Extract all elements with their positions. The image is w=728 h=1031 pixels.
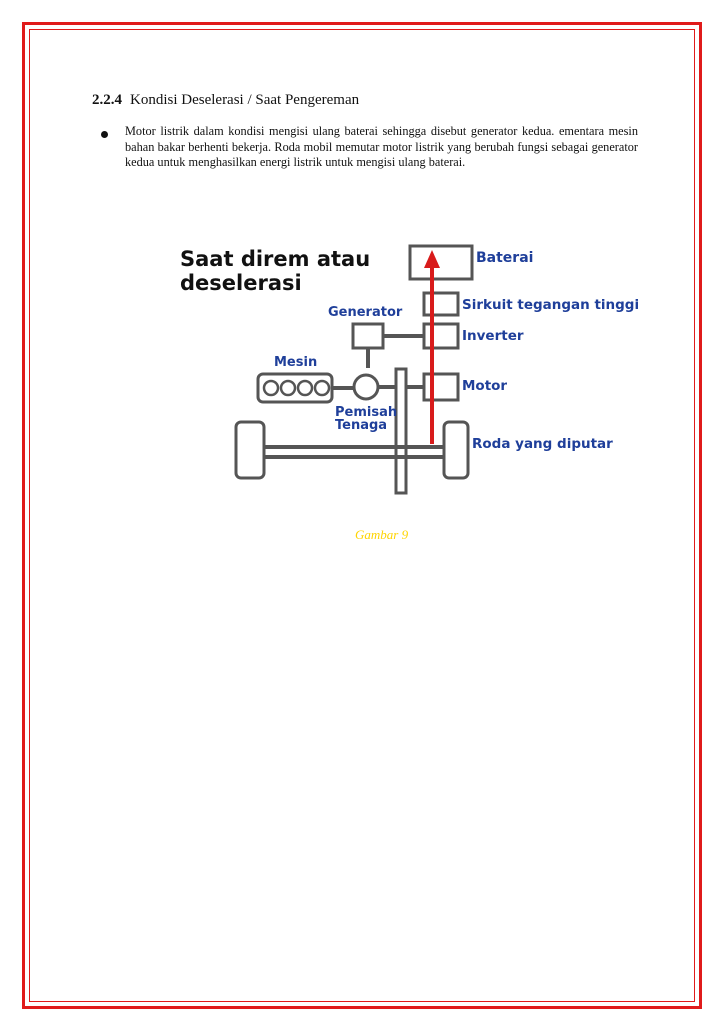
diagram-title-line1: Saat direm atau [180, 247, 371, 271]
inverter-box [424, 324, 458, 348]
engine-cylinder-4 [315, 381, 329, 395]
section-title: Kondisi Deselerasi / Saat Pengereman [130, 92, 360, 108]
label-mesin: Mesin [274, 355, 318, 370]
battery-box [410, 246, 472, 279]
power-split-device [354, 375, 378, 399]
generator-box [353, 324, 383, 348]
right-wheel [444, 422, 468, 478]
label-generator: Generator [328, 305, 403, 320]
drive-shaft [396, 369, 406, 493]
bullet-paragraph: Motor listrik dalam kondisi mengisi ulang baterai sehingga disebut generator kedua. ementara mesin bahan bakar berhenti bekerja. Roda mobil memutar motor listrik yang berubah fungsi sebagai generator kedua untuk menghasilkan energi listrik untuk mengisi ulang baterai. [125, 124, 638, 169]
section-heading [92, 92, 359, 109]
page-border-inner [29, 29, 695, 1002]
engine-cylinder-2 [281, 381, 295, 395]
label-baterai: Baterai [476, 250, 534, 266]
label-motor: Motor [462, 378, 508, 394]
label-pemisah-line1: Pemisah [335, 405, 398, 420]
motor-box [424, 374, 458, 400]
left-wheel [236, 422, 264, 478]
engine-cylinder-1 [264, 381, 278, 395]
label-roda: Roda yang diputar [472, 436, 613, 452]
figure-caption: Gambar 9 [355, 527, 409, 542]
section-number: 2.2.4 [92, 92, 122, 108]
high-voltage-circuit-box [424, 293, 458, 315]
diagram-title-line2: deselerasi [180, 271, 302, 295]
label-pemisah-line2: Tenaga [335, 418, 388, 433]
bullet-marker [101, 131, 108, 138]
engine-cylinder-3 [298, 381, 312, 395]
label-sirkuit: Sirkuit tegangan tinggi [462, 297, 640, 313]
deceleration-diagram [170, 236, 640, 506]
label-inverter: Inverter [462, 328, 524, 344]
